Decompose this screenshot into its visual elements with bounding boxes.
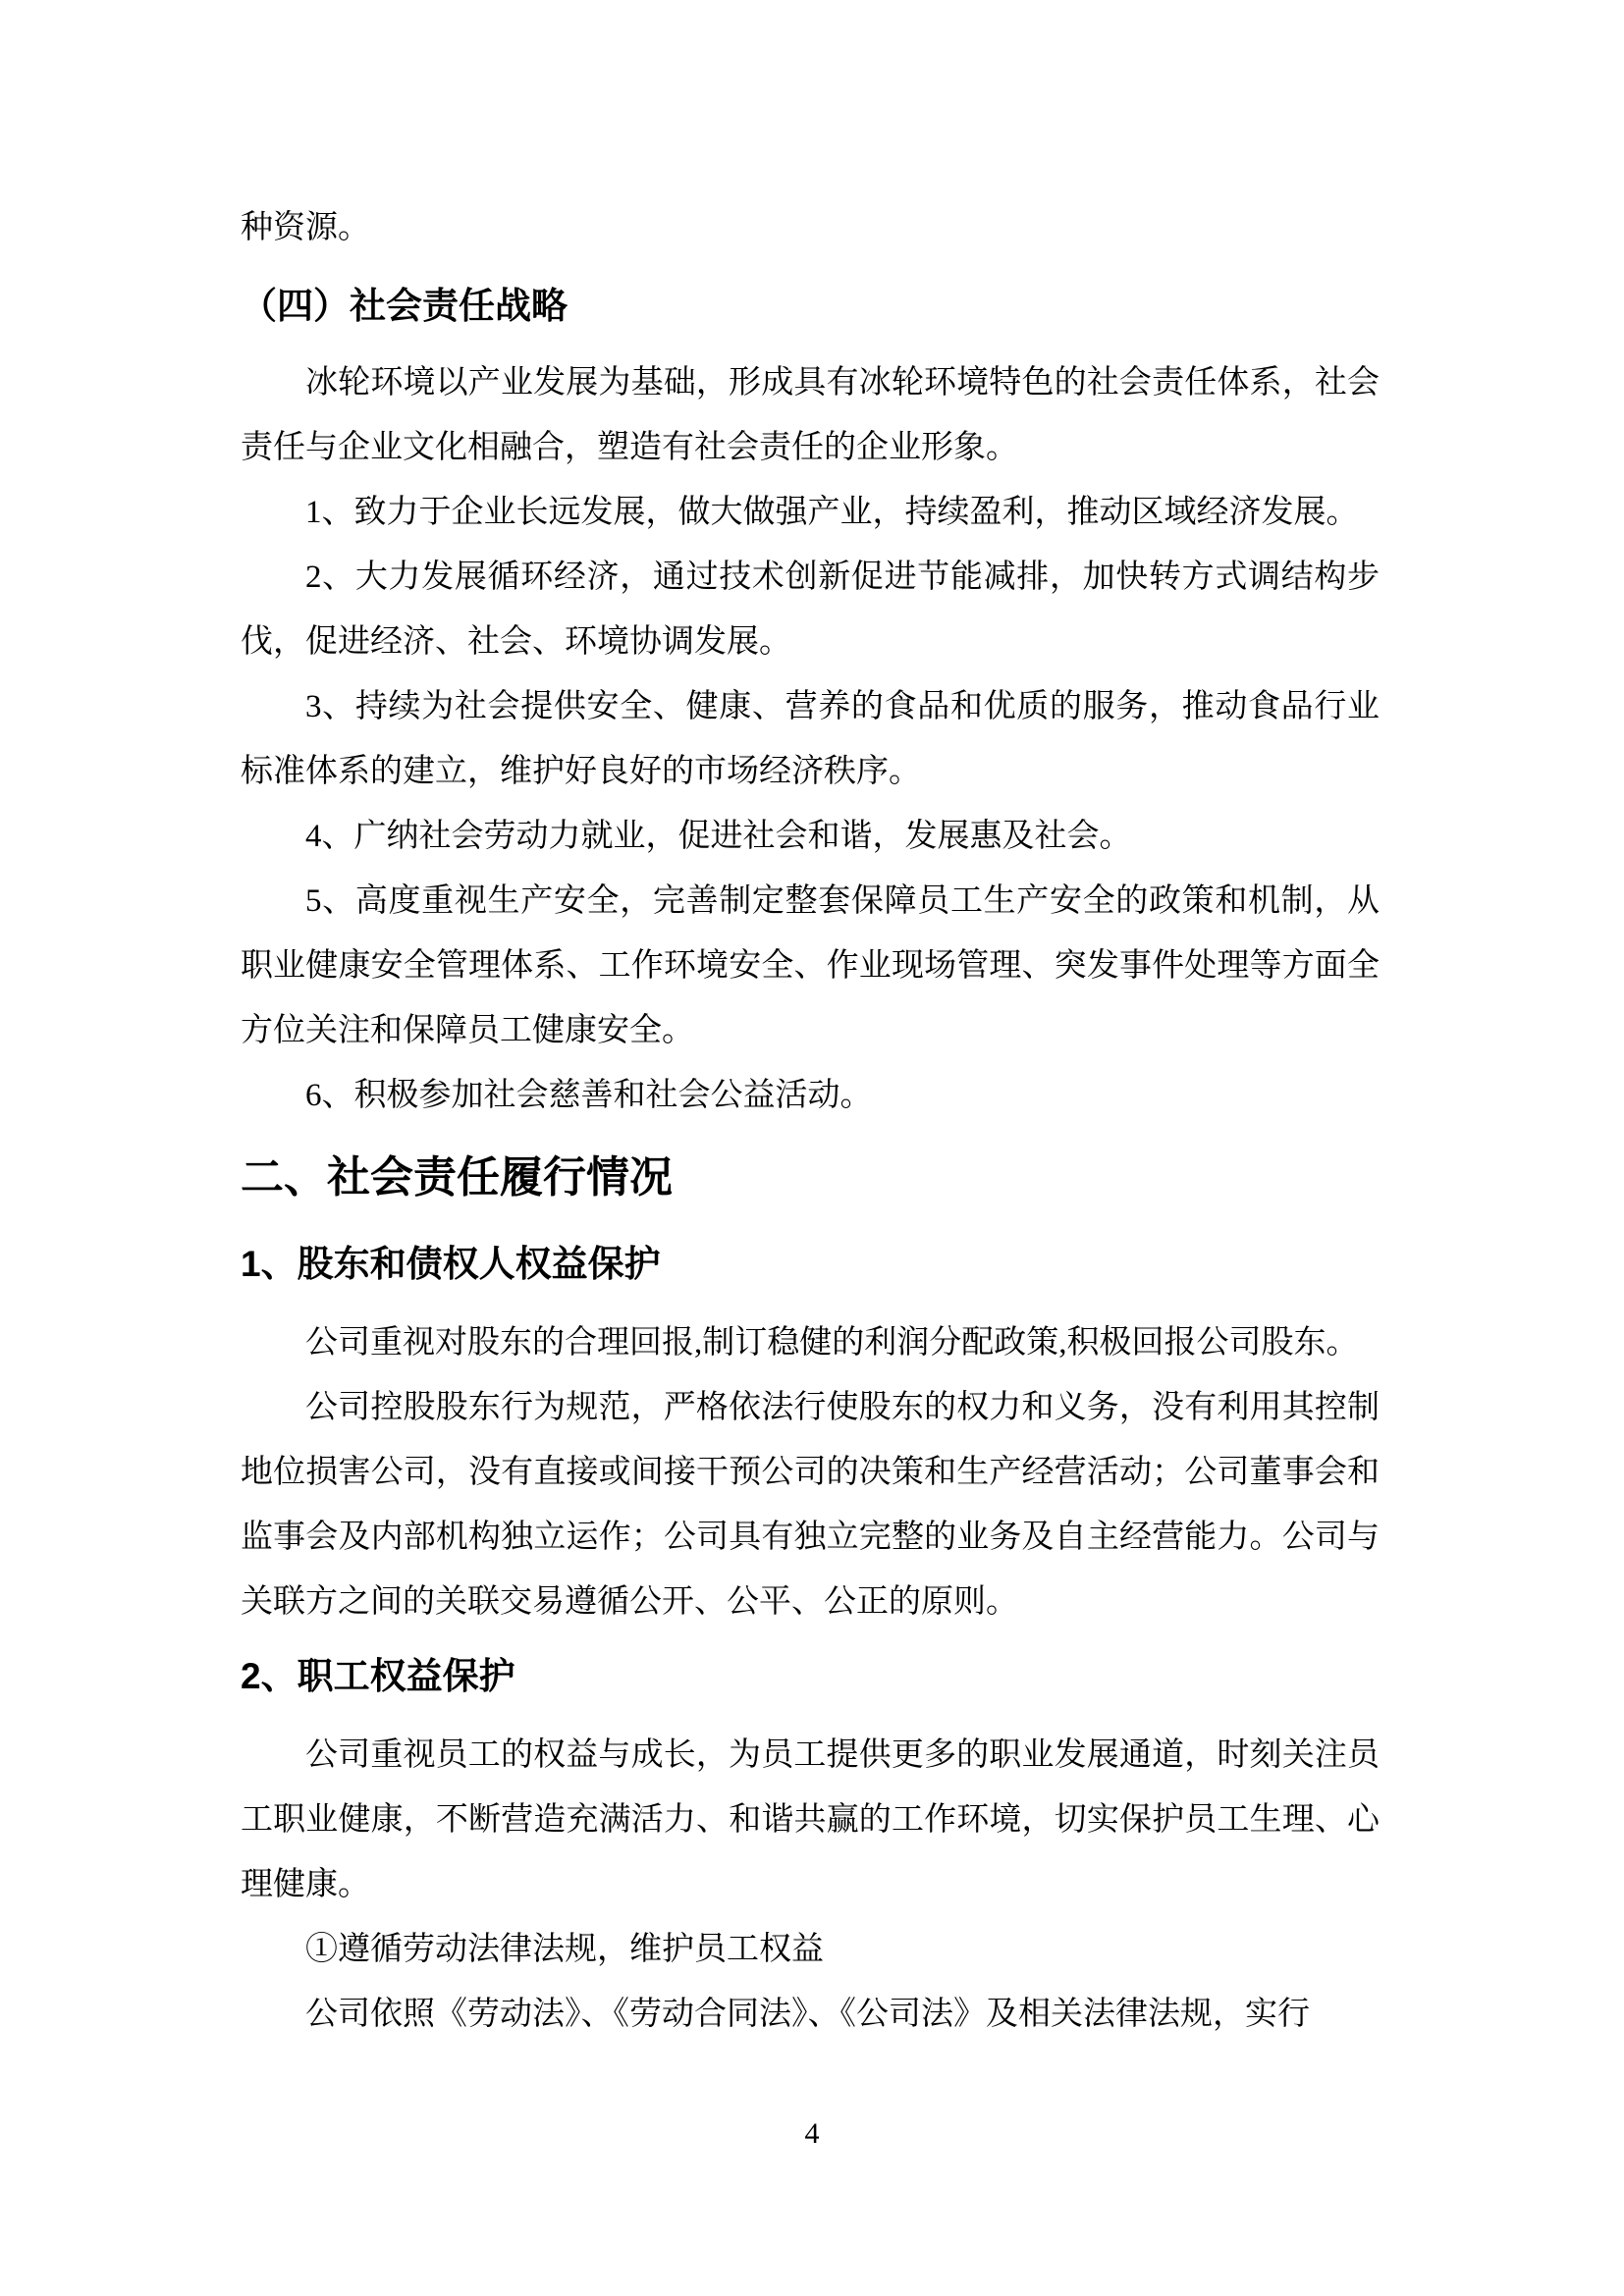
body-paragraph-list-item: 3、持续为社会提供安全、健康、营养的食品和优质的服务，推动食品行业标准体系的建立，维护好良好的市场经济秩序。: [241, 689, 1380, 789]
section-heading-csr-performance: 二、社会责任履行情况: [241, 1153, 673, 1201]
body-paragraph-list-item: 2、大力发展循环经济，通过技术创新促进节能减排，加快转方式调结构步伐，促进经济、社会、环境协调发展。: [241, 560, 1380, 660]
body-paragraph-list-item: 6、积极参加社会慈善和社会公益活动。: [305, 1078, 873, 1113]
body-paragraph: 冰轮环境以产业发展为基础，形成具有冰轮环境特色的社会责任体系，社会责任与企业文化相融合，塑造有社会责任的企业形象。: [241, 365, 1380, 465]
document-content: [241, 195, 1380, 2047]
paragraph-continuation: 种资源。: [241, 210, 370, 245]
body-paragraph: 公司控股股东行为规范，严格依法行使股东的权力和义务，没有利用其控制地位损害公司，没有直接或间接干预公司的决策和生产经营活动；公司董事会和监事会及内部机构独立运作；公司具有独立完整的业务及自主经营能力。公司与关联方之间的关联交易遵循公开、公平、公正的原则。: [241, 1390, 1380, 1620]
subsection-heading-employee-protection: 2、职工权益保护: [241, 1656, 515, 1696]
section-heading-csr-strategy: （四）社会责任战略: [241, 286, 568, 326]
body-paragraph: 公司依照《劳动法》、《劳动合同法》、《公司法》及相关法律法规，实行: [305, 1997, 1310, 2032]
page-number: 4: [804, 2117, 820, 2150]
subsection-heading-shareholder-protection: 1、股东和债权人权益保护: [241, 1244, 661, 1284]
body-paragraph: 公司重视对股东的合理回报,制订稳健的利润分配政策,积极回报公司股东。: [305, 1325, 1359, 1361]
body-paragraph-list-item: 1、致力于企业长远发展，做大做强产业，持续盈利，推动区域经济发展。: [305, 495, 1359, 530]
body-paragraph-list-item: 4、广纳社会劳动力就业，促进社会和谐，发展惠及社会。: [305, 819, 1132, 854]
body-paragraph-bullet-circled-one: ①遵循劳动法律法规，维护员工权益: [305, 1932, 824, 1967]
body-paragraph: 公司重视员工的权益与成长，为员工提供更多的职业发展通道，时刻关注员工职业健康，不断营造充满活力、和谐共赢的工作环境，切实保护员工生理、心理健康。: [241, 1737, 1380, 1902]
body-paragraph-list-item: 5、高度重视生产安全，完善制定整套保障员工生产安全的政策和机制，从职业健康安全管理体系、工作环境安全、作业现场管理、突发事件处理等方面全方位关注和保障员工健康安全。: [241, 883, 1380, 1048]
